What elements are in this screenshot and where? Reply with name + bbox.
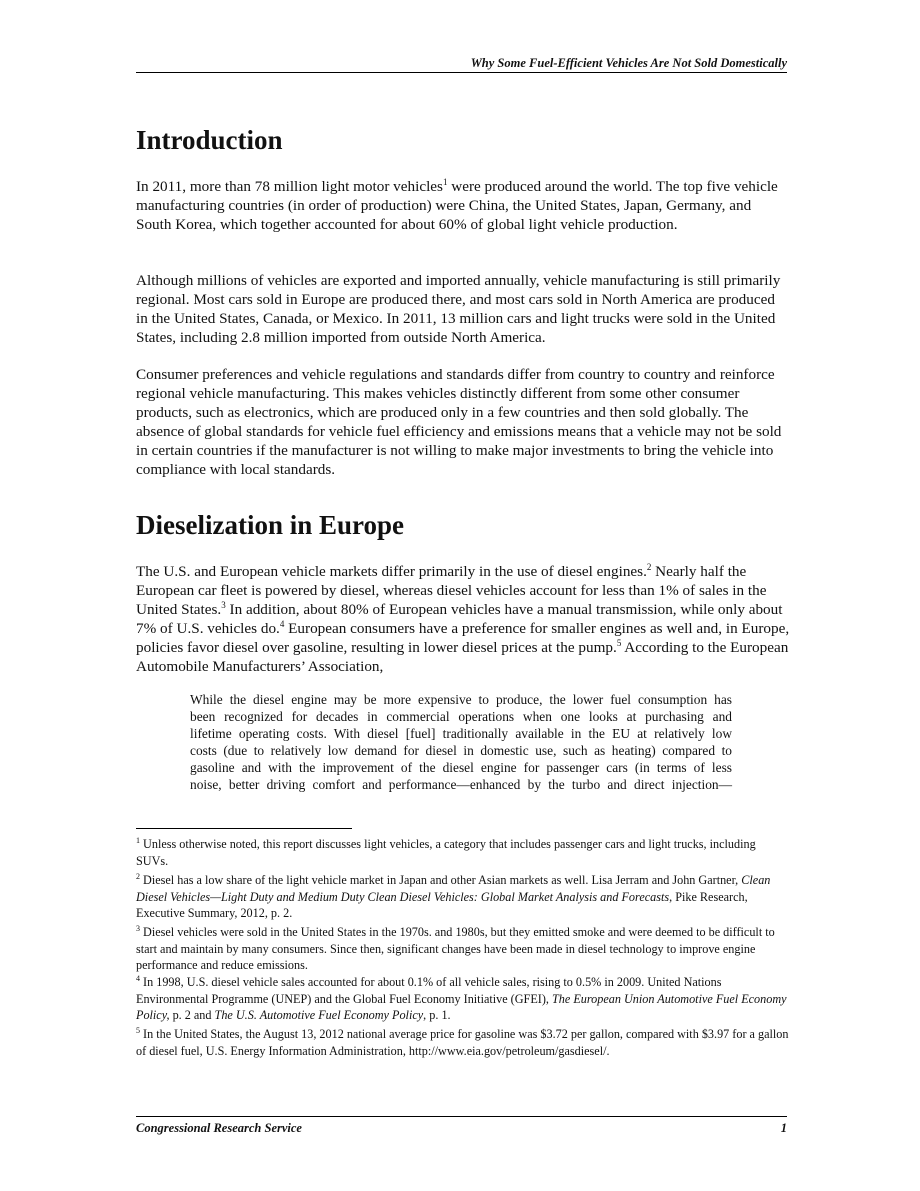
paragraph: The U.S. and European vehicle markets differ primarily in the use of diesel engines.$^2$ Nearly half the European car fleet is powered by diesel, whereas diesel vehicles account for less than 1% of sales in the United States.$^3$ In addition, about 80% of European vehicles have a manual transmission, while only about 7% of U.S. vehicles do.$^4$ European consumers have a preference for smaller engines as well and, in Europe, policies favor diesel over gasoline, resulting in lower diesel prices at the pump.$^5$ According to the European Automobile Manufacturers’ Association, xyxy=(136,562,790,675)
footnote-divider xyxy=(136,828,352,829)
quote-line: gasoline and with the improvement of the diesel engine for passenger cars (in terms of less xyxy=(190,760,732,775)
quote-line: been recognized for decades in commercial operations when one looks at purchasing and xyxy=(190,709,732,724)
running-footer xyxy=(136,1116,787,1136)
paragraph: Consumer preferences and vehicle regulations and standards differ from country to country and reinforce regional vehicle manufacturing. This makes vehicles distinctly different from some other consumer products, such as electronics, which are produced only in a few countries and then sold globally. The absence of global standards for vehicle fuel efficiency and emissions means that a vehicle may not be sold in certain countries if the manufacturer is not willing to make major investments to bring the vehicle into compliance with local standards. xyxy=(136,366,782,478)
footnote-5: $^5$ In the United States, the August 13, 2012 national average price for gasoline was $3.72 per gallon, compared with $3.97 for a gallon of diesel fuel, U.S. Energy Information Administration, http://www.eia.gov/petroleum/gasdiesel/. xyxy=(136,1026,789,1058)
running-header: Why Some Fuel-Efficient Vehicles Are Not Sold Domestically xyxy=(136,55,787,73)
paragraph: In 2011, more than 78 million light motor vehicles$^1$ were produced around the world. The top five vehicle manufacturing countries (in order of production) were China, the United States, Japan, Germany, and South Korea, which together accounted for about 60% of global light vehicle production. xyxy=(136,177,778,233)
page-number: 1 xyxy=(780,1121,787,1135)
section-heading-introduction: Introduction xyxy=(136,125,283,155)
quote-line: costs (due to relatively low demand for diesel in domestic use, such as heating) compared to xyxy=(190,743,732,758)
footnote-1: $^1$ Unless otherwise noted, this report discusses light vehicles, a category that includes passenger cars and light trucks, including SUVs. xyxy=(136,836,756,868)
quote-line: noise, better driving comfort and performance—enhanced by the turbo and direct injection— xyxy=(190,777,732,792)
footnote-ref[interactable]: 2 xyxy=(646,562,652,572)
footnote-2: $^2$ Diesel has a low share of the light vehicle market in Japan and other Asian markets as well. Lisa Jerram and John Gartner, Clean Diesel Vehicles—Light Duty and Medium Duty Clean Diesel Vehicles: Global Market Analysis and Forecasts, Pike Research, Executive Summary, 2012, p. 2. xyxy=(136,872,771,920)
footnote-ref[interactable]: 1 xyxy=(442,177,448,187)
quote-line: lifetime operating costs. With diesel [fuel] traditionally available in the EU at relatively low xyxy=(190,726,732,741)
footnote-3: $^3$ Diesel vehicles were sold in the United States in the 1970s. and 1980s, but they emitted smoke and were deemed to be difficult to start and maintain by many consumers. Since then, significant changes have been made in diesel technology to improve engine performance and reduce emissions. xyxy=(136,924,775,972)
quote-line: While the diesel engine may be more expensive to produce, the lower fuel consumption has xyxy=(190,692,732,707)
footnote-4: $^4$ In 1998, U.S. diesel vehicle sales accounted for about 0.1% of all vehicle sales, rising to 0.5% in 2009. United Nations Environmental Programme (UNEP) and the Global Fuel Economy Initiative (GFEI), The European Union Automotive Fuel Economy Policy, p. 2 and The U.S. Automotive Fuel Economy Policy, p. 1. xyxy=(136,974,787,1022)
footnote-ref[interactable]: 5 xyxy=(616,638,622,648)
footnote-ref[interactable]: 3 xyxy=(221,600,226,610)
footnote-ref[interactable]: 4 xyxy=(279,619,285,629)
paragraph: Although millions of vehicles are exported and imported annually, vehicle manufacturing is still primarily regional. Most cars sold in Europe are produced there, and most cars sold in North America are produced in the United States, Canada, or Mexico. In 2011, 13 million cars and light trucks were sold in the United States, including 2.8 million imported from outside North America. xyxy=(136,272,781,346)
section-heading-dieselization: Dieselization in Europe xyxy=(136,510,405,540)
footer-publisher: Congressional Research Service xyxy=(136,1121,302,1135)
